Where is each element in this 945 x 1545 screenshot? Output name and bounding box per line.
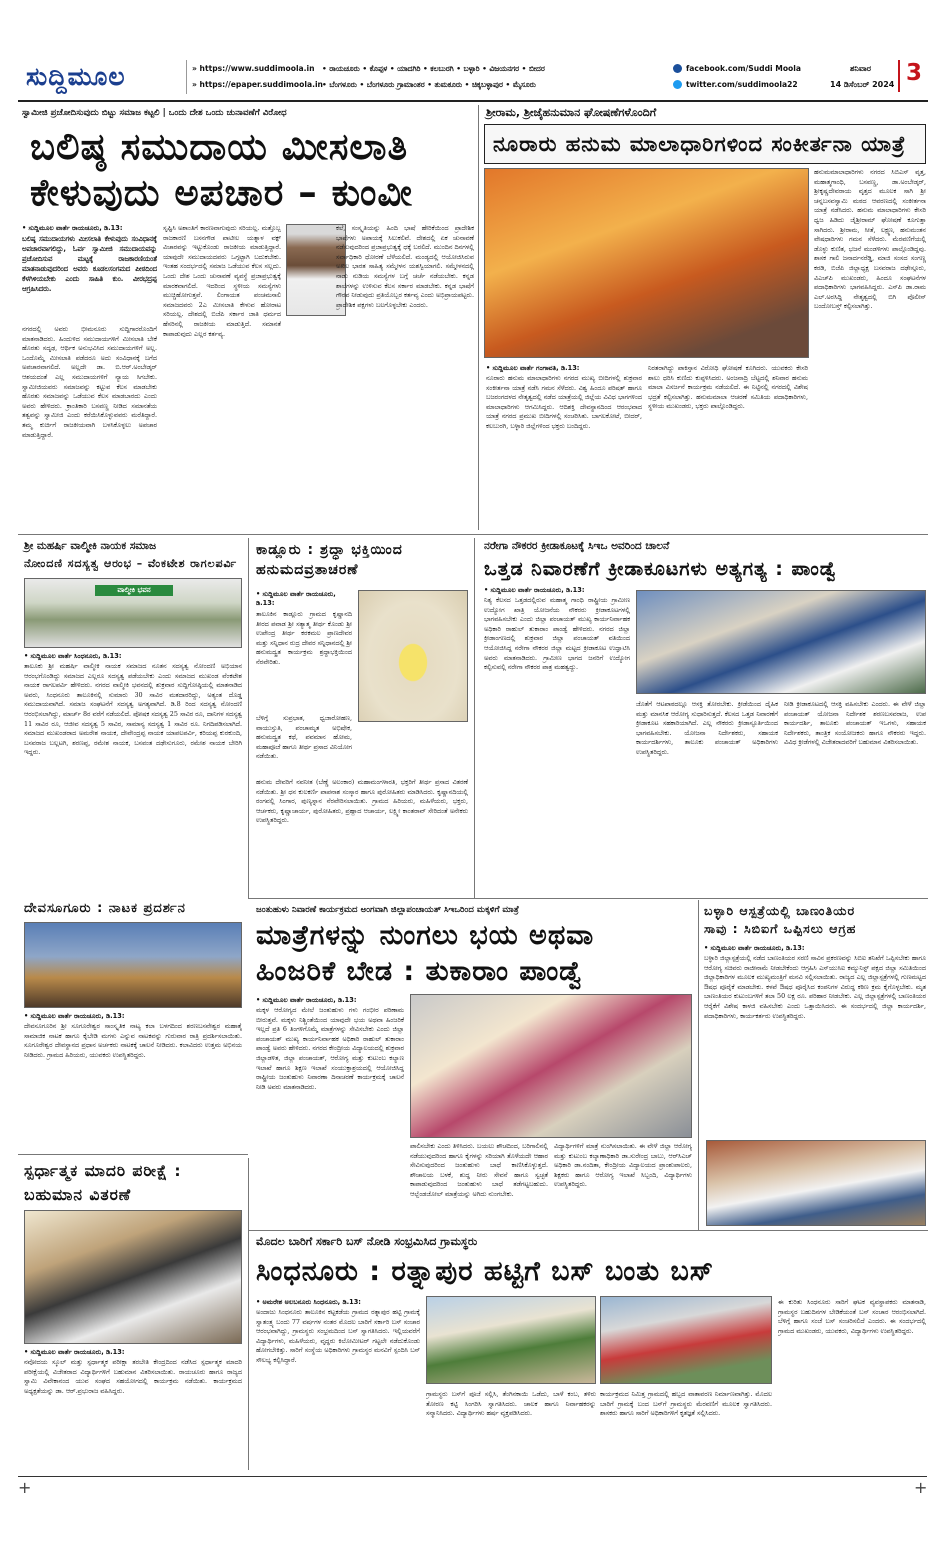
- bus-col2: ಗ್ರಾಮಸ್ಥರು ಬಸ್‌ಗೆ ಪೂಜೆ ಸಲ್ಲಿಸಿ, ತೆಂಗಿನಕಾಯಿ ಒಡೆದು, ಬಾಳೆ ಕಂಬ, ತಳಿರು ತೋರಣ ಕಟ್ಟಿ ಸಿಂಗರಿಸಿ ಸ್ವಾಗತಿಸಿದರು. ಚಾಲಕ ಹಾಗೂ ನಿರ್ವಾಹಕರನ್ನು ಸನ್ಮಾನಿಸಿದರು. ವಿದ್ಯಾರ್ಥಿಗಳು ಹರ್ಷ ವ್ಯಕ್ತಪಡಿಸಿದರು.: [426, 1390, 596, 1418]
- kunvi-lead: ಬಲಿಷ್ಠ ಸಮುದಾಯಗಳು ಮೀಸಲಾತಿ ಕೇಳುವುದು ಸಂವಿಧಾನಕ್ಕೆ ಅಪಚಾರವಾಗಲಿದ್ದು, ಓರ್ವ ಸ್ವಾಮೀಜಿ ಸಮುದಾಯವನ್ನು ಪ್ರಚೋದಿಸುವ ಮಟ್ಟಕ್ಕೆ ರಾಜಕಾರಣಿಯಂತೆ ಮಾತನಾಡುವುದರಿಂದ ಅವರು ಕೂಡಲಸಂಗಮದ ಪೀಠದಿಂದ ಕೆಳಗಿಳಿಯಬೇಕು ಎಂದು ಸಾಹಿತಿ ಕುಂ. ವೀರಭದ್ರಪ್ಪ ಆಗ್ರಹಿಸಿದರು.: [22, 235, 157, 293]
- valmiki-photo: [24, 578, 242, 648]
- pills-col2: ಪಾಲಿಸಬೇಕು ಎಂದು ತಿಳಿಸಿದರು. ಬಯಲು ಶೌಚದಿಂದ, ಬರಿಗಾಲಿನಲ್ಲಿ ನಡೆಯುವುದರಿಂದ ಹಾಗೂ ಕೈಗಳನ್ನು ಸರಿಯಾಗಿ ತೊಳೆಯದೇ ಆಹಾರ ಸೇವಿಸುವುದರಿಂದ ಜಂತುಹುಳು ಬಾಧೆ ಕಾಣಿಸಿಕೊಳ್ಳುತ್ತದೆ. ಶೌಚಾಲಯ ಬಳಕೆ, ಶುದ್ಧ ನೀರು ಸೇವನೆ ಹಾಗೂ ಸ್ವಚ್ಛತೆ ಕಾಪಾಡುವುದರಿಂದ ಜಂತುಹುಳು ಬಾಧೆ ತಡೆಗಟ್ಟಬಹುದು. ಆಲ್ಬೆಂಡಜೋಲ್ ಮಾತ್ರೆಯನ್ನು ಅಗಿದು ನುಂಗಬೇಕು.: [410, 1142, 548, 1198]
- divider-vertical-exam: [248, 1158, 249, 1470]
- bellary-headline-line1: ಬಳ್ಳಾರಿ ಆಸ್ಪತ್ರೆಯಲ್ಲಿ ಬಾಣಂತಿಯರ: [704, 903, 856, 918]
- divider-horizontal-drama: [18, 1154, 248, 1155]
- hanuma-vrata-headline-line2: ಹನುಮದವ್ರತಾಚರಣೆ: [256, 562, 359, 578]
- sankeertana-byline: • ಸುದ್ದಿಮೂಲ ವಾರ್ತೆ ಗಂಗಾವತಿ, ಡಿ.13:: [486, 364, 580, 372]
- divider-horizontal-3: [248, 1230, 928, 1231]
- sports-headline: ಒತ್ತಡ ನಿವಾರಣೆಗೆ ಕ್ರೀಡಾಕೂಟಗಳು ಅತ್ಯಗತ್ಯ : ಪಾಂಡ್ವೆ: [484, 558, 838, 580]
- kunvi-col3: ಕಲೆ, ಸಂಸ್ಕೃತಿಯನ್ನು ಹಿಂದಿ ಭಾಷೆ ಹೇರಿಕೆಯಿಂದ ಪ್ರಾದೇಶಿಕ ಭಾಷೆಗಳು ಅಪಾಯಕ್ಕೆ ಸಿಲುಕಲಿವೆ. ದೇಶದಲ್ಲಿ ಏಕ ಚುನಾವಣೆ ನಡೆಸುವುದರಿಂದ ಪ್ರಜಾಪ್ರಭುತ್ವಕ್ಕೆ ಧಕ್ಕೆ ಬರಲಿದೆ. ಮುಂದಿನ ದಿನಗಳಲ್ಲಿ ಸರ್ವಾಧಿಕಾರಿ ಧೋರಣೆ ಬೆಳೆಯಲಿದೆ. ಮಂಡ್ಯದಲ್ಲಿ ಆಯೋಜಿಸಿರುವ ಅಖಿಲ ಭಾರತ ಸಾಹಿತ್ಯ ಸಮ್ಮೇಳನ ಯಶಸ್ವಿಯಾಗಲಿ. ಸಮ್ಮೇಳನದಲ್ಲಿ ನಾಡು ನುಡಿಯ ಸಮಸ್ಯೆಗಳ ಬಗ್ಗೆ ಚರ್ಚೆ ನಡೆಯಬೇಕು. ಕನ್ನಡ ಶಾಲೆಗಳನ್ನು ಉಳಿಸುವ ಕೆಲಸ ಸರ್ಕಾರ ಮಾಡಬೇಕು. ಕನ್ನಡ ಭಾಷೆಗೆ ಗೌರವ ನೀಡುವುದು ಪ್ರತಿಯೊಬ್ಬರ ಕರ್ತವ್ಯ ಎಂದು ಅಭಿಪ್ರಾಯಪಟ್ಟರು. ಪ್ರಾದೇಶಿಕ ಪಕ್ಷಗಳು ಬಲಗೊಳ್ಳಬೇಕು ಎಂದರು.: [336, 224, 474, 309]
- website-link[interactable]: » https://www.suddimoola.in: [192, 64, 315, 73]
- hanuma-vrata-col1: ತಾಲೂಕಿನ ಕಾಡ್ಲೂರು ಗ್ರಾಮದ ಕೃಷ್ಣಾನದಿ ತೀರದ ಪವಾಡ ಶ್ರೀ ಸತ್ಯಾತ್ಮ ತೀರ್ಥ ಕೊಂಡು ಶ್ರೀ ಉಪೇಂದ್ರ ತೀರ್ಥ ಕರಕಮಲ ಪ್ರಾಣದೇವರ ಮತ್ತು ಸನ್ನಿಧಾನ ರುದ್ರ ದೇವರ ಸನ್ನಿಧಾನದಲ್ಲಿ ಶ್ರೀ ಹನುಮದ್ವ್ರತ ಕಾರ್ಯಕ್ರಮ ಶ್ರದ್ಧಾಭಕ್ತಿಯಿಂದ ನೆರವೇರಿತು.: [256, 610, 352, 666]
- bus-col1: ಅಂದಾಜು ಸಿಂಧನೂರು ತಾಲೂಕಿನ ಕಟ್ಟಕಡೆಯ ಗ್ರಾಮದ ರತ್ನಾಪುರ ಹಟ್ಟಿ ಗ್ರಾಮಕ್ಕೆ ಸ್ವಾತಂತ್ರ್ಯ ಬಂದು 77 ವರ್ಷಗಳ ನಂತರ ಮೊದಲ ಬಾರಿಗೆ ಸರ್ಕಾರಿ ಬಸ್ ಸಂಚಾರ ಆರಂಭವಾಗಿದ್ದು, ಗ್ರಾಮಸ್ಥರು ಸಂಭ್ರಮದಿಂದ ಬಸ್ ಸ್ವಾಗತಿಸಿದರು. ಇಲ್ಲಿಯವರೆಗೆ ವಿದ್ಯಾರ್ಥಿಗಳು, ಮಹಿಳೆಯರು, ವೃದ್ಧರು ಕಿಲೋಮೀಟರ್ ಗಟ್ಟಲೇ ನಡೆದುಕೊಂಡು ಹೋಗಬೇಕಿತ್ತು. ಸಾರಿಗೆ ಸಂಸ್ಥೆಯ ಅಧಿಕಾರಿಗಳು ಗ್ರಾಮಸ್ಥರ ಮನವಿಗೆ ಸ್ಪಂದಿಸಿ ಬಸ್ ಸೌಲಭ್ಯ ಕಲ್ಪಿಸಿದ್ದಾರೆ.: [256, 1308, 420, 1364]
- epaper-link[interactable]: » https://epaper.suddimoola.in: [192, 80, 323, 89]
- sankeertana-col2: ನಿರತರಾಗಿದ್ದು ಪಾಕಿಸ್ತಾನ ವಿರೋಧಿ ಘೋಷಣೆ ಕೂಗಿದರು. ಯುವಕರು ಕೇಸರಿ ಶಾಲು ಧರಿಸಿ ಕುಣಿದು ಕುಪ್ಪಳಿಸಿದರು. ಅಂಜನಾದ್ರಿ ಬೆಟ್ಟದಲ್ಲಿ ಶನಿವಾರ ಹನುಮ ಮಾಲಾ ವಿಸರ್ಜನೆ ಕಾರ್ಯಕ್ರಮ ನಡೆಯಲಿದೆ. ಈ ನಿಟ್ಟಿನಲ್ಲಿ ನಗರದಲ್ಲಿ ವಿಶೇಷ ಭದ್ರತೆ ಕಲ್ಪಿಸಲಾಗಿತ್ತು. ಹನುಮಮಾಲಾ ಆಚರಣೆ ಸಮಿತಿಯ ಪದಾಧಿಕಾರಿಗಳು, ಸ್ಥಳೀಯ ಮುಖಂಡರು, ಭಕ್ತರು ಪಾಲ್ಗೊಂಡಿದ್ದರು.: [648, 364, 808, 411]
- sports-col2: ಜೊತೆಗೆ ಆಟಪಾಠದಲ್ಲೂ ಆಸಕ್ತಿ ತೋರಬೇಕು. ಕ್ರೀಡೆಯಿಂದ ದೈಹಿಕ ಮತ್ತು ಮಾನಸಿಕ ಆರೋಗ್ಯ ಸುಧಾರಿಸುತ್ತದೆ. ಕೆಲಸದ ಒತ್ತಡ ನಿವಾರಣೆಗೆ ಕ್ರೀಡಾಕೂಟ ಸಹಕಾರಿಯಾಗಿದೆ. ಎಲ್ಲ ನೌಕರರು ಕ್ರೀಡಾಸ್ಫೂರ್ತಿಯಿಂದ ಭಾಗವಹಿಸಬೇಕು. ಯೋಜನಾ ನಿರ್ದೇಶಕರು, ಸಹಾಯಕ ಕಾರ್ಯದರ್ಶಿಗಳು, ತಾಲೂಕು ಪಂಚಾಯತ್ ಅಧಿಕಾರಿಗಳು ಉಪಸ್ಥಿತರಿದ್ದರು.: [636, 700, 778, 756]
- sankeertana-side: ಹನುಮಮಾಲಾಧಾರಿಗಳು ನಗರದ ಸಿಬಿಎಸ್ ವೃತ್ತ, ಮಹಾತ್ಮಗಾಂಧಿ, ಬಸವಣ್ಣ, ಡಾ.ಅಂಬೇಡ್ಕರ್, ಶ್ರೀಕೃಷ್ಣದೇವರಾಯ ವೃತ್ತದ ಮೂಲಕ ಸಾಗಿ ಶ್ರೀ ಚನ್ನಬಸವಸ್ವಾಮಿ ಮಠದ ಆವರಣದಲ್ಲಿ ಸಂಕೀರ್ತನಾ ಯಾತ್ರೆ ನಡೆಸಿದರು. ಹನುಮ ಮಾಲಾಧಾರಿಗಳು ಕೇಸರಿ ಧ್ವಜ ಹಿಡಿದು ಜೈಶ್ರೀರಾಮ್ ಘೋಷಣೆ ಕೂಗುತ್ತಾ ಸಾಗಿದರು. ಶ್ರೀರಾಮ, ಸೀತೆ, ಲಕ್ಷ್ಮಣ, ಹನುಮಂತನ ವೇಷಧಾರಿಗಳು ಗಮನ ಸೆಳೆದರು. ಮೆರವಣಿಗೆಯಲ್ಲಿ ಡೊಳ್ಳು ಕುಣಿತ, ಭಜನೆ ಮಂಡಳಿಗಳು ಪಾಲ್ಗೊಂಡಿದ್ದವು. ಶಾಸಕ ಗಾಲಿ ಜನಾರ್ದನರೆಡ್ಡಿ, ಮಾಜಿ ಸಂಸದ ಸಂಗಣ್ಣ ಕರಡಿ, ಬಿಜೆಪಿ ಜಿಲ್ಲಾಧ್ಯಕ್ಷ ಬಸವರಾಜ ದಢೇಸ್ಗೂರು, ವಿಎಚ್‌ಪಿ ಮುಖಂಡರು, ಹಿಂದೂ ಸಂಘಟನೆಗಳ ಪದಾಧಿಕಾರಿಗಳು ಭಾಗವಹಿಸಿದ್ದರು. ಎಸ್‌ಪಿ ಡಾ.ರಾಮ ಎಲ್.ಅರಸಿದ್ದಿ ನೇತೃತ್ವದಲ್ಲಿ ಬಿಗಿ ಪೊಲೀಸ್ ಬಂದೋಬಸ್ತ್ ಕಲ್ಪಿಸಲಾಗಿತ್ತು.: [814, 168, 926, 311]
- issue-day: ಶನಿವಾರ: [850, 64, 872, 73]
- city-list-row2: • ಬೆಂಗಳೂರು • ಬೆಂಗಳೂರು ಗ್ರಾಮಾಂತರ • ತುಮಕೂರು • ಚಿಕ್ಕಬಳ್ಳಾಪುರ • ಮೈಸೂರು: [322, 80, 536, 89]
- bus-headline: ಸಿಂಧನೂರು : ರತ್ನಾಪುರ ಹಟ್ಟಿಗೆ ಬಸ್ ಬಂತು ಬಸ್: [256, 1256, 714, 1287]
- drama-headline: ದೇವಸೂಗೂರು : ನಾಟಕ ಪ್ರದರ್ಶನ: [24, 901, 186, 916]
- sankeertana-headline: ನೂರಾರು ಹನುಮ ಮಾಲಾಧಾರಿಗಳಿಂದ ಸಂಕೀರ್ತನಾ ಯಾತ್ರೆ: [493, 132, 906, 156]
- city-list-row1: • ರಾಯಚೂರು • ಕೊಪ್ಪಳ • ಯಾದಗಿರಿ • ಕಲಬುರಗಿ • ಬಳ್ಳಾರಿ • ವಿಜಯನಗರ • ಬೀದರ: [322, 64, 545, 73]
- masthead-divider: [186, 60, 187, 94]
- bus-col4: ಈ ಕುರಿತು ಸಿಂಧನೂರು ಸಾರಿಗೆ ಘಟಕ ವ್ಯವಸ್ಥಾಪಕರು ಮಾತನಾಡಿ, ಗ್ರಾಮಸ್ಥರ ಬಹುದಿನಗಳ ಬೇಡಿಕೆಯಂತೆ ಬಸ್ ಸಂಚಾರ ಆರಂಭಿಸಲಾಗಿದೆ. ಬೆಳಿಗ್ಗೆ ಹಾಗೂ ಸಂಜೆ ಬಸ್ ಸಂಚರಿಸಲಿದೆ ಎಂದರು. ಈ ಸಂದರ್ಭದಲ್ಲಿ ಗ್ರಾಮದ ಮುಖಂಡರು, ಯುವಕರು, ವಿದ್ಯಾರ್ಥಿಗಳು ಉಪಸ್ಥಿತರಿದ್ದರು.: [778, 1298, 926, 1335]
- drama-photo: [24, 922, 242, 1008]
- bus-kicker: ಮೊದಲ ಬಾರಿಗೆ ಸರ್ಕಾರಿ ಬಸ್ ನೋಡಿ ಸಂಭ್ರಮಿಸಿದ ಗ್ರಾಮಸ್ಥರು: [256, 1235, 478, 1248]
- valmiki-kicker: ಶ್ರೀ ಮಹರ್ಷಿ ವಾಲ್ಮೀಕಿ ನಾಯಕ ಸಮಾಜ: [24, 540, 157, 552]
- twitter-link[interactable]: twitter.com/suddimoola22: [686, 80, 798, 89]
- exam-headline-line1: ಸ್ಪರ್ಧಾತ್ಮಕ ಮಾದರಿ ಪರೀಕ್ಷೆ :: [24, 1162, 182, 1180]
- exam-headline-line2: ಬಹುಮಾನ ವಿತರಣೆ: [24, 1186, 132, 1204]
- divider-vertical-hanuma: [474, 538, 475, 898]
- pills-col3: ವಿದ್ಯಾರ್ಥಿಗಳಿಗೆ ಮಾತ್ರೆ ನುಂಗಿಸಲಾಯಿತು. ಈ ವೇಳೆ ಜಿಲ್ಲಾ ಆರೋಗ್ಯ ಮತ್ತು ಕುಟುಂಬ ಕಲ್ಯಾಣಾಧಿಕಾರಿ ಡಾ.ಸುರೇಂದ್ರ ಬಾಬು, ಆರ್‌ಸಿಎಚ್ ಅಧಿಕಾರಿ ಡಾ.ನಂದಿತಾ, ಕೇಂದ್ರೀಯ ವಿದ್ಯಾಲಯದ ಪ್ರಾಂಶುಪಾಲರು, ಶಿಕ್ಷಕರು ಹಾಗೂ ಆರೋಗ್ಯ ಇಲಾಖೆ ಸಿಬ್ಬಂದಿ, ವಿದ್ಯಾರ್ಥಿಗಳು ಉಪಸ್ಥಿತರಿದ್ದರು.: [554, 1142, 692, 1189]
- hanuma-vrata-col2: ಬೆಳಿಗ್ಗೆ ಸುಪ್ರಭಾತ, ಧ್ವಜಾರೋಹಣ, ವಾಯುಸ್ತುತಿ, ಪಂಚಾಮೃತ ಅಭಿಷೇಕ, ಹನುಮದ್ವ್ರತ ಕಥೆ, ಪವಮಾನ ಹೋಮ, ಮಹಾಪೂಜೆ ಹಾಗೂ ತೀರ್ಥ ಪ್ರಸಾದ ವಿನಿಯೋಗ ನಡೆಯಿತು.: [256, 714, 352, 761]
- hanuma-vrata-byline: • ಸುದ್ದಿಮೂಲ ವಾರ್ತೆ ರಾಯಚೂರು, ಡಿ.13:: [256, 590, 336, 607]
- bellary-text: ಬಳ್ಳಾರಿ ಜಿಲ್ಲಾಸ್ಪತ್ರೆಯಲ್ಲಿ ನಡೆದ ಬಾಣಂತಿಯರ ಸರಣಿ ಸಾವಿನ ಪ್ರಕರಣವನ್ನು ಸಿಬಿಐ ತನಿಖೆಗೆ ಒಪ್ಪಿಸಬೇಕು ಹಾಗೂ ಆರೋಗ್ಯ ಸಚಿವರು ರಾಜೀನಾಮೆ ನೀಡಬೇಕೆಂದು ಆಗ್ರಹಿಸಿ ಎಸ್‌ಯುಸಿಐ ಕಮ್ಯುನಿಸ್ಟ್ ಪಕ್ಷದ ಜಿಲ್ಲಾ ಸಮಿತಿಯಿಂದ ಜಿಲ್ಲಾಧಿಕಾರಿಗಳ ಮೂಲಕ ಮುಖ್ಯಮಂತ್ರಿಗೆ ಮನವಿ ಸಲ್ಲಿಸಲಾಯಿತು. ರಾಜ್ಯದ ಎಲ್ಲ ಜಿಲ್ಲಾಸ್ಪತ್ರೆಗಳಲ್ಲಿ ಗುಣಮಟ್ಟದ ಔಷಧ ಪೂರೈಕೆ ಮಾಡಬೇಕು. ಕಳಪೆ ಔಷಧ ಪೂರೈಸಿದ ಕಂಪನಿಗಳ ವಿರುದ್ಧ ಕಠಿಣ ಕ್ರಮ ಕೈಗೊಳ್ಳಬೇಕು. ಮೃತ ಬಾಣಂತಿಯರ ಕುಟುಂಬಗಳಿಗೆ ತಲಾ 50 ಲಕ್ಷ ರೂ. ಪರಿಹಾರ ನೀಡಬೇಕು. ಎಲ್ಲ ಜಿಲ್ಲಾಸ್ಪತ್ರೆಗಳಲ್ಲಿ ಬಾಣಂತಿಯರ ಆರೈಕೆಗೆ ವಿಶೇಷ ಕಾಳಜಿ ವಹಿಸಬೇಕು ಎಂದು ಒತ್ತಾಯಿಸಿದರು. ಈ ಸಂದರ್ಭದಲ್ಲಿ ಜಿಲ್ಲಾ ಕಾರ್ಯದರ್ಶಿ, ಪದಾಧಿಕಾರಿಗಳು, ಕಾರ್ಯಕರ್ತರು ಉಪಸ್ಥಿತರಿದ್ದರು.: [704, 954, 926, 1020]
- bus-byline: • ಅಮರೇಶ ಅಲಬನೂರು ಸಿಂಧನೂರು, ಡಿ.13:: [256, 1298, 361, 1306]
- drama-byline: • ಸುದ್ದಿಮೂಲ ವಾರ್ತೆ ರಾಯಚೂರು, ಡಿ.13:: [24, 1012, 125, 1020]
- sports-kicker: ನರೇಗಾ ನೌಕರರ ಕ್ರೀಡಾಕೂಟಕ್ಕೆ ಸಿಇಒ ಅವರಿಂದ ಚಾಲನೆ: [484, 540, 670, 552]
- divider-horizontal-2: [248, 898, 928, 899]
- bus-photo-left: [426, 1296, 596, 1384]
- pills-headline-line2: ಹಿಂಜರಿಕೆ ಬೇಡ : ತುಕಾರಾಂ ಪಾಂಡ್ವೆ: [256, 956, 584, 987]
- kunvi-byline: • ಸುದ್ದಿಮೂಲ ವಾರ್ತೆ ರಾಯಚೂರು, ಡಿ.13:: [22, 224, 123, 232]
- bellary-headline-line2: ಸಾವು : ಸಿಬಿಐಗೆ ಒಪ್ಪಿಸಲು ಆಗ್ರಹ: [704, 921, 857, 936]
- valmiki-headline: ನೋಂದಣಿ ಸದಸ್ಯತ್ವ ಆರಂಭ – ವೆಂಕಟೇಶ ರಾಗಲಪರ್ವಿ: [24, 557, 237, 570]
- hanuma-vrata-headline-line1: ಕಾಡ್ಲೂರು : ಶ್ರದ್ಧಾ ಭಕ್ತಿಯಿಂದ: [256, 542, 403, 558]
- divider-horizontal-1: [18, 534, 928, 535]
- kunvi-kicker: ಸ್ವಾಮೀಜಿ ಪ್ರಚೋದಿಸುವುದು ಬಿಟ್ಟು ಸಮಾಜ ಕಟ್ಟಲಿ | ಒಂದು ದೇಶ ಒಂದು ಚುನಾವಣೆಗೆ ವಿರೋಧ: [22, 108, 287, 118]
- exam-photo: [24, 1210, 242, 1344]
- sports-byline: • ಸುದ್ದಿಮೂಲ ವಾರ್ತೆ ರಾಯಚೂರು, ಡಿ.13:: [484, 586, 585, 594]
- valmiki-text: ತಾಲೂಕು ಶ್ರೀ ಮಹರ್ಷಿ ವಾಲ್ಮೀಕಿ ನಾಯಕ ಸಮಾಜದ ನೂತನ ಸದಸ್ಯತ್ವ ನೋಂದಣಿ ಅಭಿಯಾನ ಆರಂಭಗೊಂಡಿದ್ದು ಸಮಾಜದ ಎಲ್ಲರೂ ಸದಸ್ಯತ್ವ ಪಡೆಯಬೇಕು ಎಂದು ಸಮಾಜದ ಮುಖಂಡ ವೆಂಕಟೇಶ ನಾಯಕ ರಾಗಲಪರ್ವಿ ಹೇಳಿದರು. ನಗರದ ವಾಲ್ಮೀಕಿ ಭವನದಲ್ಲಿ ಶುಕ್ರವಾರ ಸುದ್ದಿಗೋಷ್ಠಿಯಲ್ಲಿ ಮಾತನಾಡಿದ ಅವರು, ಸಿಂಧನೂರು ತಾಲೂಕಿನಲ್ಲಿ ಸುಮಾರು 30 ಸಾವಿರ ಮತದಾರರಿದ್ದು, ಅತ್ಯಂತ ದೊಡ್ಡ ಸಮುದಾಯವಾಗಿದೆ. ಸಮಾಜ ಸಂಘಟನೆಗೆ ಸದಸ್ಯತ್ವ ಅಗತ್ಯವಾಗಿದೆ. ಡಿ.8 ರಿಂದ ಸದಸ್ಯತ್ವ ನೋಂದಣಿ ಆರಂಭಿಸಲಾಗಿದ್ದು, ಮಾರ್ಚ್ 8ರ ವರೆಗೆ ನಡೆಯಲಿದೆ. ಪೋಷಕ ಸದಸ್ಯತ್ವ 25 ಸಾವಿರ ರೂ, ದಾನಿಗಳ ಸದಸ್ಯತ್ವ 11 ಸಾವಿರ ರೂ, ಆಜೀವ ಸದಸ್ಯತ್ವ 5 ಸಾವಿರ, ಸಾಮಾನ್ಯ ಸದಸ್ಯತ್ವ 1 ಸಾವಿರ ರೂ. ನಿಗದಿಪಡಿಸಲಾಗಿದೆ. ಸಮಾಜದ ಮುಖಂಡರಾದ ಅಮರೇಶ ನಾಯಕ, ದೇವೇಂದ್ರಪ್ಪ ನಾಯಕ ಯಾಪಲಪರ್ವಿ, ಕರಿಯಪ್ಪ ಕುರಕುಂದಿ, ಬಸವರಾಜ ಬಲ್ಲಟಗಿ, ಶರಣಪ್ಪ, ರಮೇಶ ನಾಯಕ, ಬಸವಂತ ದಢೇಸುಗೂರು, ರಮೇಶ ನಾಯಕ ಬೇರಿಗಿ ಇದ್ದರು.: [24, 662, 242, 757]
- masthead-rule: [18, 100, 928, 102]
- pills-photo: [410, 994, 692, 1138]
- hanuma-vrata-idol-photo: [358, 590, 468, 722]
- sankeertana-photo: [484, 168, 809, 358]
- crop-mark-left: +: [18, 1478, 32, 1497]
- pills-headline-line1: ಮಾತ್ರೆಗಳನ್ನು ನುಂಗಲು ಭಯ ಅಥವಾ: [256, 920, 595, 951]
- sankeertana-headline-box: [484, 124, 926, 164]
- crop-mark-right: +: [914, 1478, 928, 1497]
- issue-date: 14 ಡಿಸೆಂಬರ್ 2024: [830, 80, 895, 89]
- twitter-icon: [673, 80, 682, 89]
- kunvi-headline-line1: ಬಲಿಷ್ಠ ಸಮುದಾಯ ಮೀಸಲಾತಿ: [30, 125, 409, 168]
- divider-vertical-top: [478, 105, 479, 530]
- bus-col3: ಕಾರ್ಯಕ್ರಮದ ನಿಮಿತ್ತ ಗ್ರಾಮದಲ್ಲಿ ಹಬ್ಬದ ವಾತಾವರಣ ನಿರ್ಮಾಣವಾಗಿತ್ತು. ಮೊದಲ ಬಾರಿಗೆ ಗ್ರಾಮಕ್ಕೆ ಬಂದ ಬಸ್‌ಗೆ ಗ್ರಾಮಸ್ಥರು ಮೆರವಣಿಗೆ ಮೂಲಕ ಸ್ವಾಗತಿಸಿದರು. ಶಾಸಕರು ಹಾಗೂ ಸಾರಿಗೆ ಅಧಿಕಾರಿಗಳಿಗೆ ಕೃತಜ್ಞತೆ ಸಲ್ಲಿಸಿದರು.: [600, 1390, 772, 1418]
- page-number-divider: [898, 60, 900, 92]
- bellary-byline: • ಸುದ್ದಿಮೂಲ ವಾರ್ತೆ ರಾಯಚೂರು, ಡಿ.13:: [704, 944, 805, 952]
- pills-byline: • ಸುದ್ದಿಮೂಲ ವಾರ್ತೆ ರಾಯಚೂರು, ಡಿ.13:: [256, 996, 357, 1004]
- drama-text: ದೇವಸೂಗೂರಿನ ಶ್ರೀ ಸೂಗೂರೇಶ್ವರ ಸಾಂಸ್ಕೃತಿಕ ನಾಟ್ಯ ಕಲಾ ಬಳಗದಿಂದ ಶರಣಬಸವೇಶ್ವರ ಮಹಾತ್ಮೆ ಸಾಮಾಜಿಕ ನಾಟಕ ಹಾಗೂ ಕೈಬೇಡಿ ಮಗಳು ಎನ್ನುವ ನಾಟಕವನ್ನು ಗುರುವಾರ ರಾತ್ರಿ ಪ್ರದರ್ಶಿಸಲಾಯಿತು. ಸೂಗೂರೇಶ್ವರ ದೇವಸ್ಥಾನದ ಪ್ರಧಾನ ಅರ್ಚಕರು ನಾಟಕಕ್ಕೆ ಚಾಲನೆ ನೀಡಿದರು. ಕಲಾವಿದರು ಉತ್ತಮ ಅಭಿನಯ ನೀಡಿದರು. ಗ್ರಾಮದ ಹಿರಿಯರು, ಯುವಕರು ಉಪಸ್ಥಿತರಿದ್ದರು.: [24, 1022, 242, 1059]
- kunvi-col1: ನಗರದಲ್ಲಿ ಅವರು ಭೀಮನೂರು ಸುದ್ದಿಗಾರರೊಂದಿಗೆ ಮಾತನಾಡಿದರು. ಹಿಂದುಳಿದ ಸಮುದಾಯಗಳಿಗೆ ಮೀಸಲಾತಿ ಬೇಕೆ ಹೊರತು ಸದೃಢ, ಆರ್ಥಿಕ ಅನುಭವಿಸಿದ ಸಮುದಾಯಗಳಿಗೆ ಅಲ್ಲ. ಒಂದೊಮ್ಮೆ ಮೀಸಲಾತಿ ಪಡೆದರೂ ಅದು ಸಂವಿಧಾನಕ್ಕೆ ಬಗೆದ ಅಪಚಾರವಾಗಲಿದೆ. ಅಲ್ಲದೇ ಡಾ. ಬಿ.ಆರ್.ಅಂಬೇಡ್ಕರ್ ಆಶಯದಂತೆ ಎಲ್ಲ ಸಮುದಾಯಗಳಿಗೆ ನ್ಯಾಯ ಸಿಗಬೇಕು. ಸ್ವಾಮೀಜಿಯವರು ಸಮಾಜವನ್ನು ಕಟ್ಟುವ ಕೆಲಸ ಮಾಡಬೇಕು ಹೊರತು ಸಮಾಜವನ್ನು ಒಡೆಯುವ ಕೆಲಸ ಮಾಡಬಾರದು ಎಂದು ಅವರು ಹೇಳಿದರು. ಕ್ರಾಂತಿಕಾರಿ ಬಸವಣ್ಣ ನೀಡಿದ ಸಮಾನತೆಯ ತತ್ವವನ್ನು ಸ್ವಾಮೀಜಿ ಎಂದು ಕರೆಯಿಸಿಕೊಳ್ಳುವವರು ಮರೆತಿದ್ದಾರೆ. ತಮ್ಮ ಕುರ್ಚಿಗೆ ರಾಜಕೀಯವಾಗಿ ಬಳಸಿಕೊಳ್ಳಲು ಅಪಚಾರ ಮಾಡುತ್ತಿದ್ದಾರೆ.: [22, 325, 157, 439]
- hanuma-vrata-full: ಹನುಮ ದೇವರಿಗೆ ನವನೀತ (ಬೆಣ್ಣೆ ಅಲಂಕಾರ) ಮಹಾಮಂಗಳಾರತಿ, ಭಕ್ತರಿಗೆ ತೀರ್ಥ ಪ್ರಸಾದ ವಿತರಣೆ ನಡೆಯಿತು. ಶ್ರೀ ಧನ ಕುಲಕರ್ಣಿ ಪಾಪನಾಶ ಸಂಸ್ಕಾರ ಹಾಗೂ ಪುರೋಹಿತರು ಮಾಡಿಸಿದರು. ಕೃಷ್ಣಾನದಿಯಲ್ಲಿ ರಂಗವಲ್ಲಿ ಸಿಂಗಾರ, ಪುಣ್ಯಸ್ನಾನ ನೆರವೇರಿಸಲಾಯಿತು. ಗ್ರಾಮದ ಹಿರಿಯರು, ಮಹಿಳೆಯರು, ಭಕ್ತರು, ಆರ್ಚಕರು, ಕೃಷ್ಣಾಚಾರ್ಯ, ಪುರೋಹಿತರು, ಪ್ರಹ್ಲಾದ ಆಚಾರ್ಯ, ಲಕ್ಷ್ಮೀ ಕಾಂತರಾವ್ ಸೇರಿದಂತೆ ಅನೇಕರು ಉಪಸ್ಥಿತರಿದ್ದರು.: [256, 778, 468, 825]
- page-number: 3: [906, 60, 923, 86]
- pills-kicker: ಜಂತುಹುಳು ನಿವಾರಣೆ ಕಾರ್ಯಕ್ರಮದ ಅಂಗವಾಗಿ ಜಿಲ್ಲಾಪಂಚಾಯತ್ ಸಿಇಒರಿಂದ ಮಕ್ಕಳಿಗೆ ಮಾತ್ರೆ: [256, 905, 519, 915]
- sports-col3: ನೀಡಿ ಕ್ರೀಡಾಕೂಟದಲ್ಲಿ ಆಸಕ್ತಿ ವಹಿಸಬೇಕು ಎಂದರು. ಈ ವೇಳೆ ಜಿಲ್ಲಾ ಪಂಚಾಯತ್ ಯೋಜನಾ ನಿರ್ದೇಶಕ ಶರಣಬಸವರಾಜ, ಉಪ ಕಾರ್ಯದರ್ಶಿ, ತಾಲೂಕು ಪಂಚಾಯತ್ ಇಒಗಳು, ಸಹಾಯಕ ನಿರ್ದೇಶಕರು, ತಾಂತ್ರಿಕ ಸಂಯೋಜಕರು ಹಾಗೂ ನೌಕರರು ಇದ್ದರು. ವಿವಿಧ ಕ್ರೀಡೆಗಳಲ್ಲಿ ವಿಜೇತರಾದವರಿಗೆ ಬಹುಮಾನ ವಿತರಿಸಲಾಯಿತು.: [784, 700, 926, 747]
- valmiki-photo-banner: ವಾಲ್ಮೀಕಿ ಭವನ: [95, 585, 173, 596]
- kunvi-headline-line2: ಕೇಳುವುದು ಅಪಚಾರ – ಕುಂವೀ: [30, 171, 413, 214]
- kunvi-col2-top: ಸೃಷ್ಟಿಸಿ ಅಶಾಂತಿಗೆ ಕಾರಣವಾಗುವುದು ಸರಿಯಲ್ಲ. ಮತ್ತೊಬ್ಬ ರಾಜಕಾರಣಿ ಬಸನಗೌಡ ಪಾಟೀಲ ಯತ್ನಾಳ ವಕ್ಫ್ ವಿಚಾರವನ್ನು ಇಟ್ಟುಕೊಂಡು ರಾಜಕೀಯ ಮಾಡುತ್ತಿದ್ದಾರೆ. ಯಾವುದೇ ಸಮುದಾಯದವರು ಒಗ್ಗಟ್ಟಾಗಿ ಬದುಕಬೇಕು. ಇಂತಹ ಸಂದರ್ಭದಲ್ಲಿ ಸಮಾಜ ಒಡೆಯುವ ಕೆಲಸ ಸಲ್ಲದು. ಒಂದು ದೇಶ ಒಂದು ಚುನಾವಣೆ ವ್ಯವಸ್ಥೆ ಪ್ರಜಾಪ್ರಭುತ್ವಕ್ಕೆ ಮಾರಕವಾಗಲಿದೆ. ಇದರಿಂದ ಸ್ಥಳೀಯ ಸಮಸ್ಯೆಗಳು ಮುಚ್ಚಿಹೋಗುತ್ತವೆ. ಲಿಂಗಾಯತ ಪಂಚಮಸಾಲಿ ಸಮಾಜದವರು 2ಎ ಮೀಸಲಾತಿ ಕೇಳುವ ಹೋರಾಟ ಸರಿಯಲ್ಲ. ದೇಶದಲ್ಲಿ ಬಿಜೆಪಿ ಸರ್ಕಾರ ಜಾತಿ ಧರ್ಮದ ಹೆಸರಿನಲ್ಲಿ ರಾಜಕೀಯ ಮಾಡುತ್ತಿದೆ. ಸಮಾನತೆ ಕಾಪಾಡುವುದು ಎಲ್ಲರ ಕರ್ತವ್ಯ.: [163, 224, 281, 338]
- bellary-photo: [706, 1140, 926, 1226]
- exam-text: ನವೋದಯ ಸ್ಕೂಲ್ ಮತ್ತು ಸ್ಪರ್ಧಾತ್ಮಕ ಪರೀಕ್ಷಾ ತರಬೇತಿ ಕೇಂದ್ರದಿಂದ ನಡೆಸಿದ ಸ್ಪರ್ಧಾತ್ಮಕ ಮಾದರಿ ಪರೀಕ್ಷೆಯಲ್ಲಿ ವಿಜೇತರಾದ ವಿದ್ಯಾರ್ಥಿಗಳಿಗೆ ಬಹುಮಾನ ವಿತರಿಸಲಾಯಿತು. ರಾಯಚೂರು ಹಾಗೂ ರಾಜ್ಯದ ಸ್ವಾಮಿ ವಿವೇಕಾನಂದ ಯುವ ಸಂಘದ ಸಹಯೋಗದಲ್ಲಿ ಕಾರ್ಯಕ್ರಮ ನಡೆಯಿತು. ಕಾರ್ಯಕ್ರಮದ ಅಧ್ಯಕ್ಷತೆಯನ್ನು ಡಾ. ಆರ್.ಪ್ರಭುರಾಜ ವಹಿಸಿದ್ದರು.: [24, 1358, 242, 1395]
- sports-photo: [636, 590, 926, 694]
- bus-photo-right: [600, 1296, 772, 1384]
- newspaper-logo: ಸುದ್ದಿಮೂಲ: [26, 62, 126, 91]
- facebook-icon: [673, 64, 682, 73]
- masthead: [18, 56, 928, 98]
- page-bottom-rule: [18, 1476, 927, 1477]
- sankeertana-kicker: ಶ್ರೀರಾಮ, ಶ್ರೀಜೈಹನುಮಾನ ಘೋಷಣೆಗಳೊಂದಿಗೆ: [486, 106, 657, 119]
- pills-col1: ಮಕ್ಕಳ ಆರೋಗ್ಯದ ಮೇಲೆ ಜಂತುಹುಳು ಗಳು ಗಂಭೀರ ಪರಿಣಾಮ ಬೀರುತ್ತವೆ. ಮಕ್ಕಳು ನಿಶ್ಚಿಂತೆಯಿಂದ ಯಾವುದೇ ಭಯ ಅಥವಾ ಹಿಂಜರಿಕೆ ಇಲ್ಲದೆ ಪ್ರತಿ 6 ತಿಂಗಳಿಗೊಮ್ಮೆ ಮಾತ್ರೆಗಳನ್ನು ಸೇವಿಸಬೇಕು ಎಂದು ಜಿಲ್ಲಾ ಪಂಚಾಯತ್ ಮುಖ್ಯ ಕಾರ್ಯನಿರ್ವಾಹಕ ಅಧಿಕಾರಿ ರಾಹುಲ್ ತುಕಾರಾಂ ಪಾಂಡ್ವೆ ಅವರು ಹೇಳಿದರು. ನಗರದ ಕೇಂದ್ರೀಯ ವಿದ್ಯಾಲಯದಲ್ಲಿ ಶುಕ್ರವಾರ ಜಿಲ್ಲಾಡಳಿತ, ಜಿಲ್ಲಾ ಪಂಚಾಯತ್, ಆರೋಗ್ಯ ಮತ್ತು ಕುಟುಂಬ ಕಲ್ಯಾಣ ಇಲಾಖೆ ಹಾಗೂ ಶಿಕ್ಷಣ ಇಲಾಖೆ ಸಂಯುಕ್ತಾಶ್ರಯದಲ್ಲಿ ಆಯೋಜಿಸಿದ್ದ ರಾಷ್ಟ್ರೀಯ ಜಂತುಹುಳು ನಿವಾರಣಾ ದಿನಾಚರಣೆ ಕಾರ್ಯಕ್ರಮಕ್ಕೆ ಚಾಲನೆ ನೀಡಿ ಅವರು ಮಾತನಾಡಿದರು.: [256, 1006, 404, 1091]
- valmiki-byline: • ಸುದ್ದಿಮೂಲ ವಾರ್ತೆ ಸಿಂಧನೂರು, ಡಿ.13:: [24, 652, 122, 660]
- facebook-link[interactable]: facebook.com/Suddi Moola: [686, 64, 802, 73]
- sports-col1: ನಿತ್ಯ ಕೆಲಸದ ಒತ್ತಡದಲ್ಲಿರುವ ಮಹಾತ್ಮ ಗಾಂಧಿ ರಾಷ್ಟ್ರೀಯ ಗ್ರಾಮೀಣ ಉದ್ಯೋಗ ಖಾತ್ರಿ ಯೋಜನೆಯ ನೌಕರರು ಕ್ರೀಡಾಕೂಟಗಳಲ್ಲಿ ಭಾಗವಹಿಸಬೇಕು ಎಂದು ಜಿಲ್ಲಾ ಪಂಚಾಯತ್ ಮುಖ್ಯ ಕಾರ್ಯನಿರ್ವಾಹಕ ಅಧಿಕಾರಿ ರಾಹುಲ್ ತುಕಾರಾಂ ಪಾಂಡ್ವೆ ಹೇಳಿದರು. ನಗರದ ಜಿಲ್ಲಾ ಕ್ರೀಡಾಂಗಣದಲ್ಲಿ ಶುಕ್ರವಾರ ಜಿಲ್ಲಾ ಪಂಚಾಯತ್ ವತಿಯಿಂದ ಆಯೋಜಿಸಿದ್ದ ನರೇಗಾ ನೌಕರರ ಜಿಲ್ಲಾ ಮಟ್ಟದ ಕ್ರೀಡಾಕೂಟ ಉದ್ಘಾಟಿಸಿ ಅವರು ಮಾತನಾಡಿದರು. ಗ್ರಾಮೀಣ ಭಾಗದ ಜನರಿಗೆ ಉದ್ಯೋಗ ಕಲ್ಪಿಸುವಲ್ಲಿ ನರೇಗಾ ನೌಕರರ ಪಾತ್ರ ಮಹತ್ವದ್ದು.: [484, 596, 630, 672]
- divider-vertical-pills: [698, 900, 699, 1230]
- exam-byline: • ಸುದ್ದಿಮೂಲ ವಾರ್ತೆ ರಾಯಚೂರು, ಡಿ.13:: [24, 1348, 125, 1356]
- divider-vertical-valmiki: [248, 538, 249, 898]
- sankeertana-col1: ನೂರಾರು ಹನುಮ ಮಾಲಾಧಾರಿಗಳು ನಗರದ ಮುಖ್ಯ ಬೀದಿಗಳಲ್ಲಿ ಶುಕ್ರವಾರ ಸಂಕೀರ್ತನಾ ಯಾತ್ರೆ ನಡೆಸಿ ಗಮನ ಸೆಳೆದರು. ವಿಶ್ವ ಹಿಂದೂ ಪರಿಷತ್ ಹಾಗೂ ಬಜರಂಗದಳದ ನೇತೃತ್ವದಲ್ಲಿ ನಡೆದ ಯಾತ್ರೆಯಲ್ಲಿ ಜಿಲ್ಲೆಯ ವಿವಿಧ ಭಾಗಗಳಿಂದ ಮಾಲಾಧಾರಿಗಳು ಆಗಮಿಸಿದ್ದರು. ಆದಿಶಕ್ತಿ ದೇವಸ್ಥಾನದಿಂದ ಆರಂಭವಾದ ಯಾತ್ರೆ ನಗರದ ಪ್ರಮುಖ ಬೀದಿಗಳಲ್ಲಿ ಸಂಚರಿಸಿತು. ಬಾಗಲಕೋಟೆ, ಬೀದರ್, ಕಲಬುರಗಿ, ಬಳ್ಳಾರಿ ಜಿಲ್ಲೆಗಳಿಂದ ಭಕ್ತರು ಬಂದಿದ್ದರು.: [486, 374, 642, 430]
